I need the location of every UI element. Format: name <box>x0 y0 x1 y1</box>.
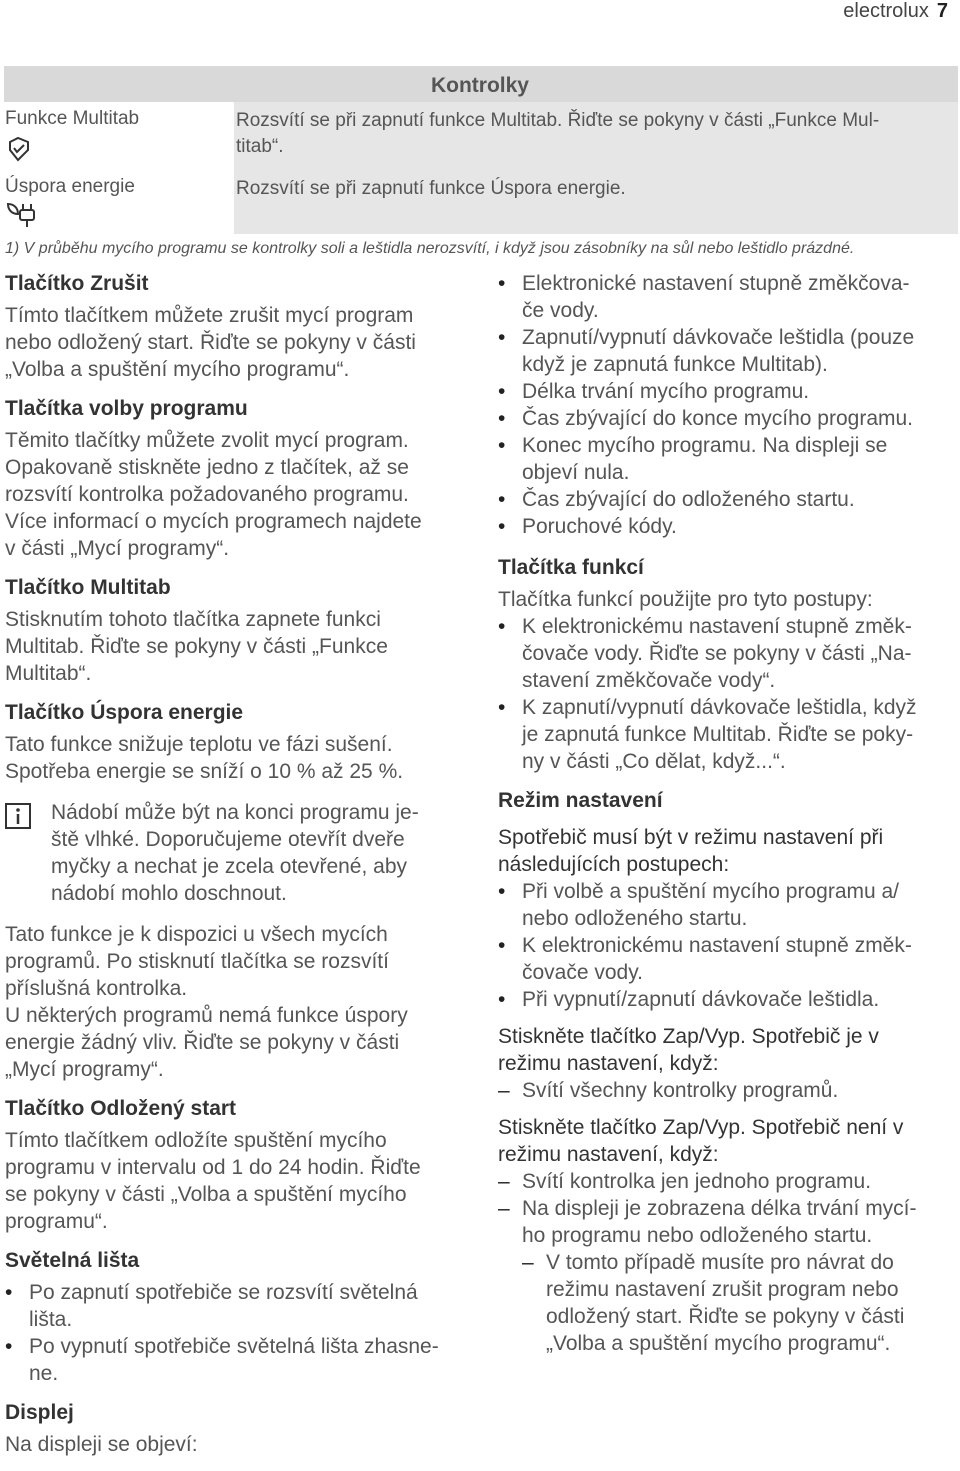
heading-delay-start: Tlačítko Odložený start <box>5 1097 237 1120</box>
list-item: • Poruchové kódy. <box>498 513 960 540</box>
list-item: • Délka trvání mycího programu. <box>498 378 960 405</box>
brand-name: electrolux <box>843 0 929 22</box>
list-item: • Zapnutí/vypnutí dávkovače leštidla (pouze když je zapnutá funkce Multitab). <box>498 324 960 378</box>
display-intro: Na displeji se objeví: <box>5 1433 198 1456</box>
list-item: • K elektronickému nastavení stupně změk- čovače vody. Řiďte se pokyny v části „Na- stavení změkčovače vody“. <box>498 613 960 694</box>
heading-multitab: Tlačítko Multitab <box>5 576 171 599</box>
page-header <box>843 0 948 23</box>
list-item: • K zapnutí/vypnutí dávkovače leštidla, když je zapnutá funkce Multitab. Řiďte se poky- ny v části „Co dělat, když...“. <box>498 694 960 775</box>
row-name-multitab: Funkce Multitab <box>5 108 140 129</box>
row-text-multitab: Rozsvítí se při zapnutí funkce Multitab. Řiďte se pokyny v části „Funkce Mul- titab“. <box>236 110 880 157</box>
list-item: – Svítí kontrolka jen jednoho programu. <box>498 1168 960 1195</box>
energy-saving-availability: Tato funkce je k dispozici u všech mycích programů. Po stisknutí tlačítka se rozsvítí příslušná kontrolka. U některých programů nemá funkce úspory energie žádný vliv. Řiďte se pokyny v části „Mycí programy“. <box>5 923 408 1081</box>
heading-program-buttons: Tlačítka volby programu <box>5 397 248 420</box>
list-item: • Po vypnutí spotřebiče světelná lišta zhasne- ne. <box>5 1333 475 1387</box>
multitab-icon <box>6 136 32 162</box>
list-item: • Při vypnutí/zapnutí dávkovače leštidla. <box>498 986 960 1013</box>
settings-on-list <box>498 1077 960 1104</box>
row-text-energy: Rozsvítí se při zapnutí funkce Úspora energie. <box>236 178 626 199</box>
list-item: • Elektronické nastavení stupně změkčova- če vody. <box>498 270 960 324</box>
info-icon <box>5 803 31 829</box>
row-name-energy: Úspora energie <box>5 176 135 197</box>
page-number: 7 <box>936 0 948 22</box>
energy-saving-icon <box>6 200 38 228</box>
list-item: – V tomto případě musíte pro návrat do režimu nastavení zrušit program nebo odložený start. Řiďte se pokyny v části „Volba a spuštění mycího programu“. <box>522 1249 960 1357</box>
settings-off-paragraph: Stiskněte tlačítko Zap/Vyp. Spotřebič není v režimu nastavení, když: <box>498 1116 904 1166</box>
multitab-paragraph: Stisknutím tohoto tlačítka zapnete funkci Multitab. Řiďte se pokyny v části „Funkce Multitab“. <box>5 608 388 685</box>
heading-light-bar: Světelná lišta <box>5 1249 140 1272</box>
table-footnote: 1) V průběhu mycího programu se kontrolky soli a leštidla nerozsvítí, i když jsou zásobníky na sůl nebo leštidlo prázdné. <box>5 240 855 257</box>
list-item: – Na displeji je zobrazena délka trvání mycí- ho programu nebo odloženého startu. <box>498 1195 960 1249</box>
right-column <box>498 270 960 1357</box>
list-item: • Čas zbývající do konce mycího programu. <box>498 405 960 432</box>
settings-list <box>498 878 960 1013</box>
list-item: • Při volbě a spuštění mycího programu a/ nebo odloženého startu. <box>498 878 960 932</box>
energy-saving-paragraph: Tato funkce snižuje teplotu ve fázi sušení. Spotřeba energie se sníží o 10 % až 25 %. <box>5 733 404 783</box>
heading-settings-mode: Režim nastavení <box>498 789 663 812</box>
settings-on-paragraph: Stiskněte tlačítko Zap/Vyp. Spotřebič je v režimu nastavení, když: <box>498 1025 879 1075</box>
light-bar-list <box>5 1279 475 1387</box>
info-note: Nádobí může být na konci programu je- ště vlhké. Doporučujeme otevřít dveře myčky a nechat je zcela otevřené, aby nádobí mohlo doschnout. <box>5 799 475 907</box>
left-column <box>5 270 475 1458</box>
settings-intro: Spotřebič musí být v režimu nastavení při následujících postupech: <box>498 826 884 876</box>
function-buttons-intro: Tlačítka funkcí použijte pro tyto postupy: <box>498 588 873 611</box>
program-buttons-paragraph: Těmito tlačítky můžete zvolit mycí program. Opakovaně stiskněte jedno z tlačítek, až se rozsvítí kontrolka požadovaného programu. Více informací o mycích programech najdete v části „Mycí programy“. <box>5 429 422 560</box>
function-buttons-list <box>498 613 960 775</box>
heading-function-buttons: Tlačítka funkcí <box>498 556 644 579</box>
heading-energy-saving: Tlačítko Úspora energie <box>5 701 244 724</box>
display-items-list <box>498 270 960 540</box>
heading-display: Displej <box>5 1401 74 1424</box>
heading-cancel: Tlačítko Zrušit <box>5 272 149 295</box>
delay-start-paragraph: Tímto tlačítkem odložíte spuštění mycího programu v intervalu od 1 do 24 hodin. Řiďte se pokyny v části „Volba a spuštění mycího programu“. <box>5 1129 421 1233</box>
list-item: • Čas zbývající do odloženého startu. <box>498 486 960 513</box>
list-item: • Po zapnutí spotřebiče se rozsvítí světelná lišta. <box>5 1279 475 1333</box>
list-item: – Svítí všechny kontrolky programů. <box>498 1077 960 1104</box>
table-title: Kontrolky <box>430 74 529 97</box>
list-item: • K elektronickému nastavení stupně změk- čovače vody. <box>498 932 960 986</box>
list-item: • Konec mycího programu. Na displeji se objeví nula. <box>498 432 960 486</box>
settings-off-list <box>498 1168 960 1357</box>
cancel-paragraph: Tímto tlačítkem můžete zrušit mycí program nebo odložený start. Řiďte se pokyny v části „Volba a spuštění mycího programu“. <box>5 304 416 381</box>
